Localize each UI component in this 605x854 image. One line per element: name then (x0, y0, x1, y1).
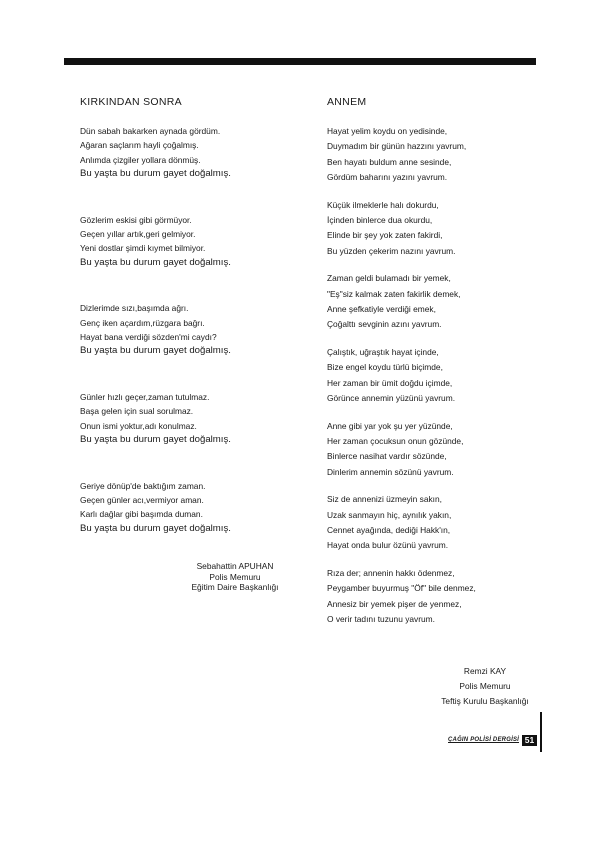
stanza (327, 198, 547, 259)
poem-right (327, 96, 547, 627)
verse-line: Küçük ilmeklerle halı dokurdu, (327, 199, 439, 210)
verse-line: Anne şefkatiyle verdiği emek, (327, 303, 436, 314)
stanza (80, 301, 310, 359)
verse-line: Hayat bana verdiği sözden'mi caydı? (80, 332, 217, 343)
verse-line: Bu yaşta bu durum gayet doğalmış. (80, 345, 231, 357)
stanza (80, 390, 310, 448)
poem-body (80, 124, 310, 536)
verse-line: Ben hayatı buldum anne sesinde, (327, 156, 452, 167)
stanza (80, 213, 310, 271)
verse-line: Binlerce nasihat vardır sözünde, (327, 451, 447, 462)
verse-line: Zaman geldi bulamadı bir yemek, (327, 273, 451, 284)
poem-title: KIRKINDAN SONRA (80, 96, 182, 108)
verse-line: Yeni dostlar şimdi kıymet bilmiyor. (80, 243, 206, 254)
verse-line: Geçen günler acı,vermiyor aman. (80, 494, 204, 505)
verse-line: Anlımda çizgiler yollara dönmüş. (80, 154, 201, 165)
stanza (327, 271, 547, 332)
verse-line: Cennet ayağında, dediği Hakk'ın, (327, 525, 451, 536)
verse-line: Dizlerimde sızı,başımda ağrı. (80, 303, 189, 314)
top-rule (64, 58, 536, 65)
verse-line: Uzak sanmayın hiç, aynılık yakın, (327, 509, 452, 520)
verse-line: Bu yaşta bu durum gayet doğalmış. (80, 168, 231, 180)
verse-line: Dinlerim annemin sözünü yavrum. (327, 466, 454, 477)
stanza (80, 479, 310, 537)
verse-line: Hayat onda bulur özünü yavrum. (327, 540, 449, 551)
verse-line: İçinden binlerce dua okurdu, (327, 214, 433, 225)
verse-line: Anne gibi yar yok şu yer yüzünde, (327, 420, 453, 431)
author-name: Remzi KAY (463, 666, 507, 676)
verse-line: Elinde bir şey yok zaten fakirdi, (327, 230, 443, 241)
magazine-name: ÇAĞIN POLİSİ DERGİSİ (448, 737, 520, 743)
author-rank: Polis Memuru (459, 681, 511, 691)
verse-line: Genç iken açardım,rüzgara bağrı. (80, 317, 205, 328)
verse-line: Siz de annenizi üzmeyin sakın, (327, 494, 442, 505)
stanza (327, 124, 547, 185)
author-department: Eğitim Daire Başkanlığı (191, 582, 279, 592)
verse-line: Görünce annemin yüzünü yavrum. (327, 392, 456, 403)
verse-line: Rıza der; annenin hakkı ödenmez, (327, 568, 455, 579)
author-rank: Polis Memuru (209, 571, 261, 582)
author-signature-right (415, 664, 555, 709)
author-signature-left (165, 561, 305, 593)
verse-line: Peygamber buyurmuş "Öf" bile denmez, (327, 583, 476, 594)
verse-line: Ağaran saçlarım hayli çoğalmış. (80, 140, 199, 151)
verse-line: Başa gelen için sual sorulmaz. (80, 406, 194, 417)
verse-line: Hayat yelim koydu on yedisinde, (327, 126, 448, 136)
verse-line: Bize engel koydu türlü biçimde, (327, 362, 443, 373)
verse-line: Günler hızlı geçer,zaman tutulmaz. (80, 391, 210, 402)
stanza (80, 124, 310, 182)
verse-line: Bu yaşta bu durum gayet doğalmış. (80, 256, 231, 268)
verse-line: Gözlerim eskisi gibi görmüyor. (80, 214, 192, 225)
verse-line: Bu yaşta bu durum gayet doğalmış. (80, 522, 231, 534)
verse-line: Onun ismi yoktur,adı konulmaz. (80, 420, 197, 431)
poem-title: ANNEM (327, 96, 367, 108)
verse-line: Geriye dönüp'de baktığım zaman. (80, 480, 206, 491)
stanza (327, 492, 547, 553)
verse-line: Çalıştık, uğraştık hayat içinde, (327, 347, 439, 358)
author-department: Teftiş Kurulu Başkanlığı (441, 696, 529, 706)
verse-line: Annesiz bir yemek pişer de yenmez, (327, 598, 462, 609)
verse-line: Her zaman çocuksun onun gözünde, (327, 436, 464, 447)
author-name: Sebahattin APUHAN (196, 561, 274, 571)
page-number: 51 (522, 735, 537, 746)
verse-line: Duymadım bir günün hazzını yavrum, (327, 141, 467, 152)
poem-body (327, 124, 547, 627)
verse-line: Çoğalttı sevginin azını yavrum. (327, 319, 442, 330)
stanza (327, 345, 547, 406)
footer-rule (540, 712, 542, 752)
verse-line: O verir tadını tuzunu yavrum. (327, 614, 435, 625)
verse-line: Karlı dağlar gibi başımda duman. (80, 509, 203, 520)
stanza (327, 566, 547, 627)
verse-line: Bu yaşta bu durum gayet doğalmış. (80, 434, 231, 446)
stanza (327, 419, 547, 480)
verse-line: Dün sabah bakarken aynada gördüm. (80, 126, 221, 136)
poem-left (80, 96, 310, 536)
verse-line: Geçen yıllar artık,geri gelmiyor. (80, 229, 196, 240)
verse-line: Gördüm baharını yazını yavrum. (327, 171, 448, 182)
verse-line: Her zaman bir ümit doğdu içimde, (327, 377, 453, 388)
verse-line: "Eş"siz kalmak zaten fakirlik demek, (327, 288, 461, 299)
verse-line: Bu yüzden çekerim nazını yavrum. (327, 245, 456, 256)
